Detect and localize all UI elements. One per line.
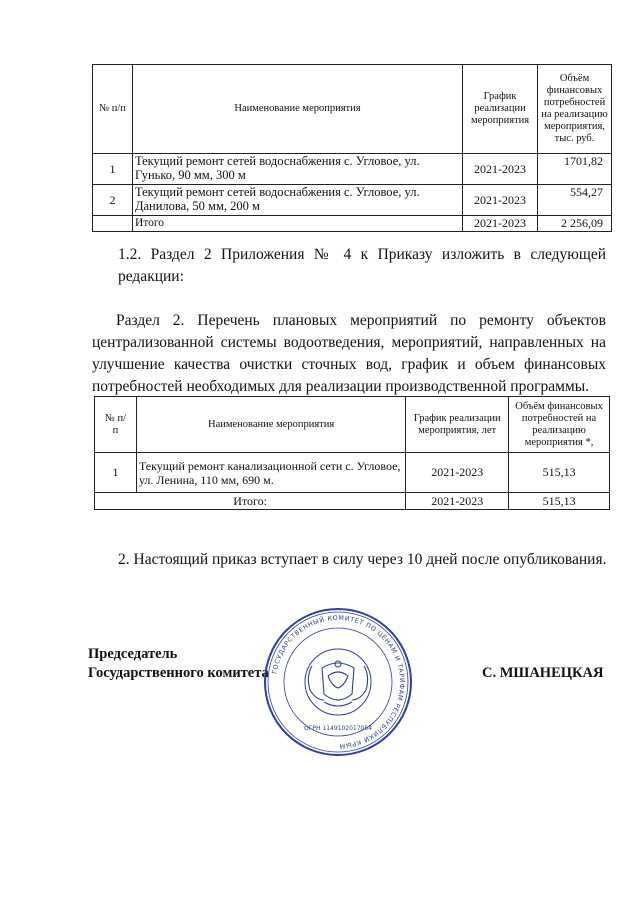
official-stamp	[262, 606, 414, 758]
water-supply-table	[92, 64, 612, 232]
header-name: Наименование мероприятия	[132, 65, 462, 154]
total-schedule: 2021-2023	[463, 216, 538, 232]
stamp-ogrn: ОГРН 1149102017054	[303, 725, 373, 732]
total-empty-cell	[93, 216, 133, 232]
table-row	[93, 185, 612, 216]
section-2-heading	[92, 310, 606, 398]
row-schedule: 2021-2023	[463, 154, 538, 185]
row-num: 1	[95, 453, 137, 493]
row-num: 2	[93, 185, 133, 216]
header-schedule: График реализации мероприятия	[463, 65, 538, 154]
signatory-title-line1: Председатель	[88, 646, 178, 662]
row-name: Текущий ремонт сетей водоснабжения с. Угловое, ул. Данилова, 50 мм, 200 м	[132, 185, 462, 216]
sewerage-table	[94, 396, 610, 510]
table-header-row	[95, 397, 610, 453]
header-volume: Объём финансовых потребностей на реализацию мероприятия, тыс. руб.	[538, 65, 612, 154]
signatory-title-line2: Государственного комитета	[88, 665, 269, 681]
table-total-row	[95, 493, 610, 510]
paragraph-1-2-text: 1.2. Раздел 2 Приложения № 4 к Приказу изложить в следующей редакции:	[118, 246, 606, 285]
row-volume: 515,13	[509, 453, 610, 493]
total-schedule: 2021-2023	[406, 493, 509, 510]
table-row	[93, 154, 612, 185]
total-volume: 2 256,09	[538, 216, 612, 232]
signatory-title	[88, 645, 269, 683]
header-name: Наименование мероприятия	[136, 397, 405, 453]
row-volume: 554,27	[538, 185, 612, 216]
table-row	[95, 453, 610, 493]
row-volume: 1701,82	[538, 154, 612, 185]
total-volume: 515,13	[509, 493, 610, 510]
coat-of-arms-icon	[308, 661, 367, 706]
paragraph-1-2	[118, 244, 606, 288]
total-label: Итого	[132, 216, 462, 232]
paragraph-2	[118, 549, 618, 571]
signatory-name: С. МШАНЕЦКАЯ	[482, 665, 604, 681]
header-schedule: График реализации мероприятия, лет	[406, 397, 509, 453]
row-schedule: 2021-2023	[406, 453, 509, 493]
table-header-row	[93, 65, 612, 154]
row-name: Текущий ремонт сетей водоснабжения с. Угловое, ул. Гунько, 90 мм, 300 м	[132, 154, 462, 185]
header-volume: Объём финансовых потребностей на реализацию мероприятия *,	[509, 397, 610, 453]
stamp-outer-text: ГОСУДАРСТВЕННЫЙ КОМИТЕТ ПО ЦЕНАМ И ТАРИФАМ РЕСПУБЛИКИ КРЫМ	[270, 613, 407, 751]
row-name: Текущий ремонт канализационной сети с. Угловое, ул. Ленина, 110 мм, 690 м.	[136, 453, 405, 493]
row-schedule: 2021-2023	[463, 185, 538, 216]
section-2-text: Раздел 2. Перечень плановых мероприятий по ремонту объектов централизованной системы водоотведения, мероприятий, направленных на улучшение качества очистки сточных вод, график и объем финансовых потребностей необходимых для реализации производственной программы.	[92, 312, 606, 395]
header-num: № п/п	[95, 397, 137, 453]
row-num: 1	[93, 154, 133, 185]
header-num: № п/п	[93, 65, 133, 154]
table-total-row	[93, 216, 612, 232]
total-label: Итого:	[95, 493, 406, 510]
paragraph-2-text: 2. Настоящий приказ вступает в силу через 10 дней после опубликования.	[118, 551, 607, 568]
